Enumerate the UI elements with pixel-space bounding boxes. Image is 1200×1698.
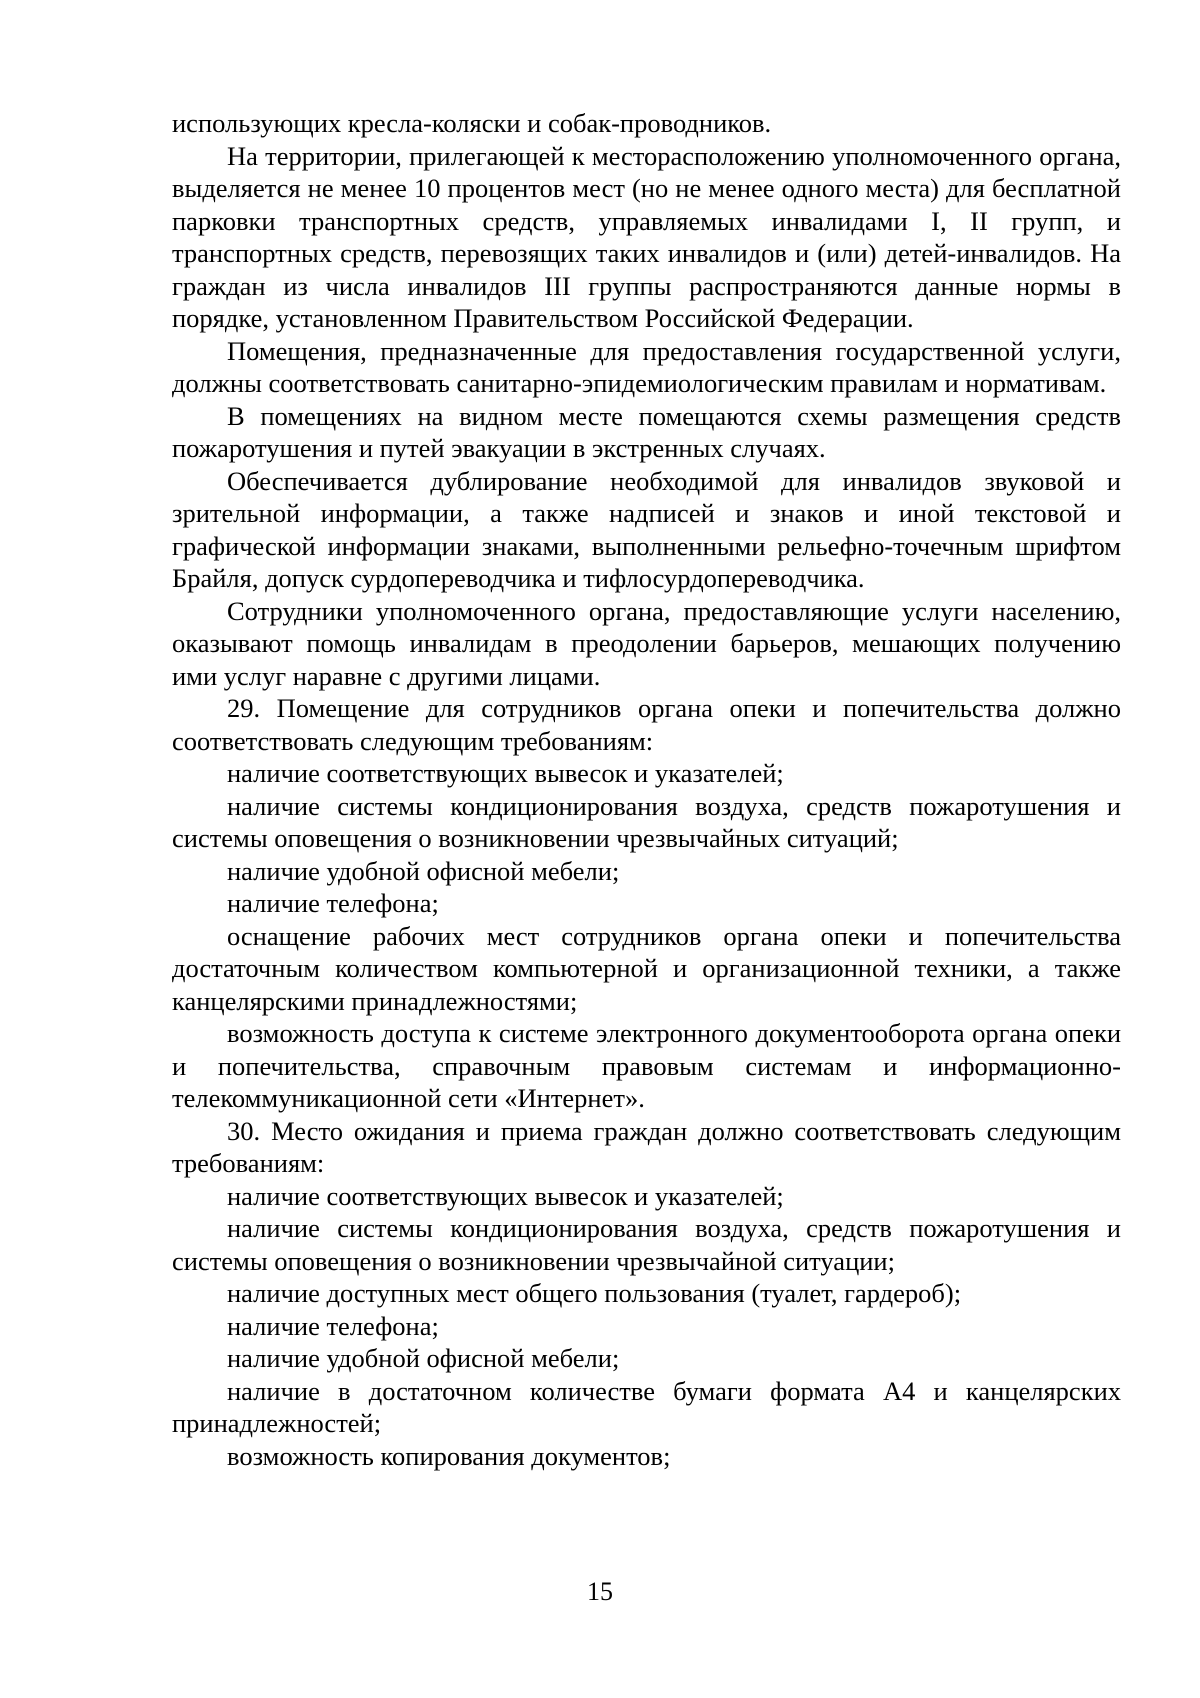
paragraph-item-30: 30. Место ожидания и приема граждан должно соответствовать следующим требованиям: (172, 1115, 1121, 1178)
paragraph-sanitary: Помещения, предназначенные для предоставления государственной услуги, должны соответствовать санитарно-эпидемиологическим правилам и нормативам. (172, 335, 1121, 398)
document-body (172, 107, 1121, 1472)
list-item: наличие в достаточном количестве бумаги формата А4 и канцелярских принадлежностей; (172, 1375, 1121, 1438)
paragraph-braille: Обеспечивается дублирование необходимой для инвалидов звуковой и зрительной информации, а также надписей и знаков и иной текстовой и графической информации знаками, выполненными рельефно-точечным шрифтом Брайля, допуск сурдопереводчика и тифлосурдопереводчика. (172, 465, 1121, 593)
list-item: наличие доступных мест общего пользования (туалет, гардероб); (227, 1278, 962, 1308)
paragraph-parking: На территории, прилегающей к месторасположению уполномоченного органа, выделяется не менее 10 процентов мест (но не менее одного места) для бесплатной парковки транспортных средств, управляемых инвалидами I, II групп, и транспортных средств, перевозящих таких инвалидов и (или) детей-инвалидов. На граждан из числа инвалидов III группы распространяются данные нормы в порядке, установленном Правительством Российской Федерации. (172, 140, 1121, 333)
list-item: наличие удобной офисной мебели; (227, 1343, 620, 1373)
list-item: наличие телефона; (227, 1310, 439, 1341)
list-item: возможность копирования документов; (227, 1440, 671, 1471)
list-item: наличие соответствующих вывесок и указателей; (227, 1180, 784, 1211)
list-item: возможность доступа к системе электронного документооборота органа опеки и попечительства, справочным правовым системам и информационно-телекоммуникационной сети «Интернет». (172, 1018, 1121, 1113)
list-item: наличие телефона; (227, 888, 439, 918)
paragraph-item-29: 29. Помещение для сотрудников органа опеки и попечительства должно соответствовать следующим требованиям: (172, 693, 1121, 756)
list-item: наличие соответствующих вывесок и указателей; (227, 758, 784, 788)
list-item: наличие системы кондиционирования воздуха, средств пожаротушения и системы оповещения о возникновении чрезвычайной ситуации; (172, 1213, 1121, 1276)
paragraph-evacuation: В помещениях на видном месте помещаются схемы размещения средств пожаротушения и путей эвакуации в экстренных случаях. (172, 400, 1121, 463)
list-item: наличие системы кондиционирования воздуха, средств пожаротушения и системы оповещения о возникновении чрезвычайных ситуаций; (172, 790, 1121, 853)
paragraph-continuation: использующих кресла-коляски и собак-проводников. (172, 108, 772, 138)
paragraph-staff-assistance: Сотрудники уполномоченного органа, предоставляющие услуги населению, оказывают помощь инвалидам в преодолении барьеров, мешающих получению ими услуг наравне с другими лицами. (172, 595, 1121, 691)
list-item: оснащение рабочих мест сотрудников органа опеки и попечительства достаточным количеством компьютерной и организационной техники, а также канцелярскими принадлежностями; (172, 920, 1121, 1016)
page-number: 15 (587, 1577, 613, 1606)
list-item: наличие удобной офисной мебели; (227, 855, 620, 886)
